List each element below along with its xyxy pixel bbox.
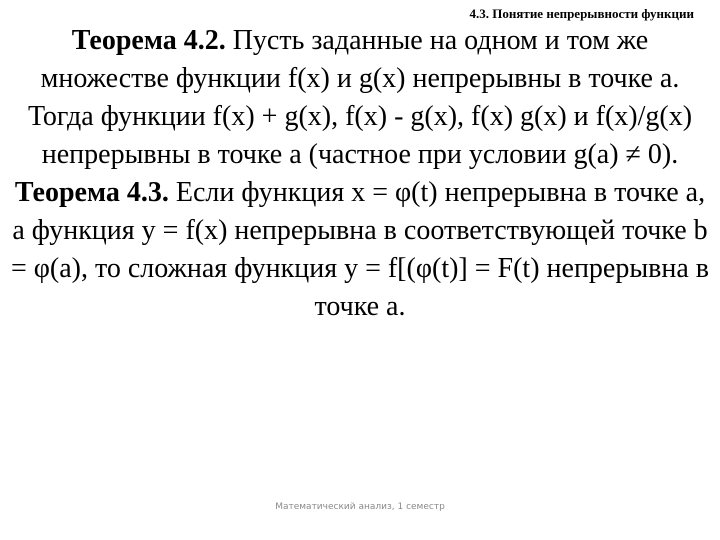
theorem-paragraph	[6, 22, 714, 174]
section-title: 4.3. Понятие непрерывности функции	[469, 6, 694, 21]
theorem-4-3	[6, 174, 714, 326]
theorem-text: Если функция x = φ(t) непрерывна в точке a, а функция y = f(x) непрерывна в соответствующей точке b = φ(a), то сложная функция y = f[(φ(t)] = F(t) непрерывна в точке a.	[10, 177, 710, 322]
theorem-4-2	[6, 22, 714, 174]
theorem-title: Теорема 4.3.	[14, 177, 169, 208]
slide-content	[6, 22, 714, 326]
theorem-title: Теорема 4.2.	[71, 25, 226, 56]
theorem-paragraph	[6, 174, 714, 326]
slide-footer: Математический анализ, 1 семестр	[275, 502, 445, 512]
theorem-text: Пусть заданные на одном и том же множестве функции f(x) и g(x) непрерывны в точке a. Тогда функции f(x) + g(x), f(x) - g(x), f(x) g(x) и f(x)/g(x) непрерывны в точке a (частное при условии g(a) ≠ 0).	[27, 25, 693, 170]
